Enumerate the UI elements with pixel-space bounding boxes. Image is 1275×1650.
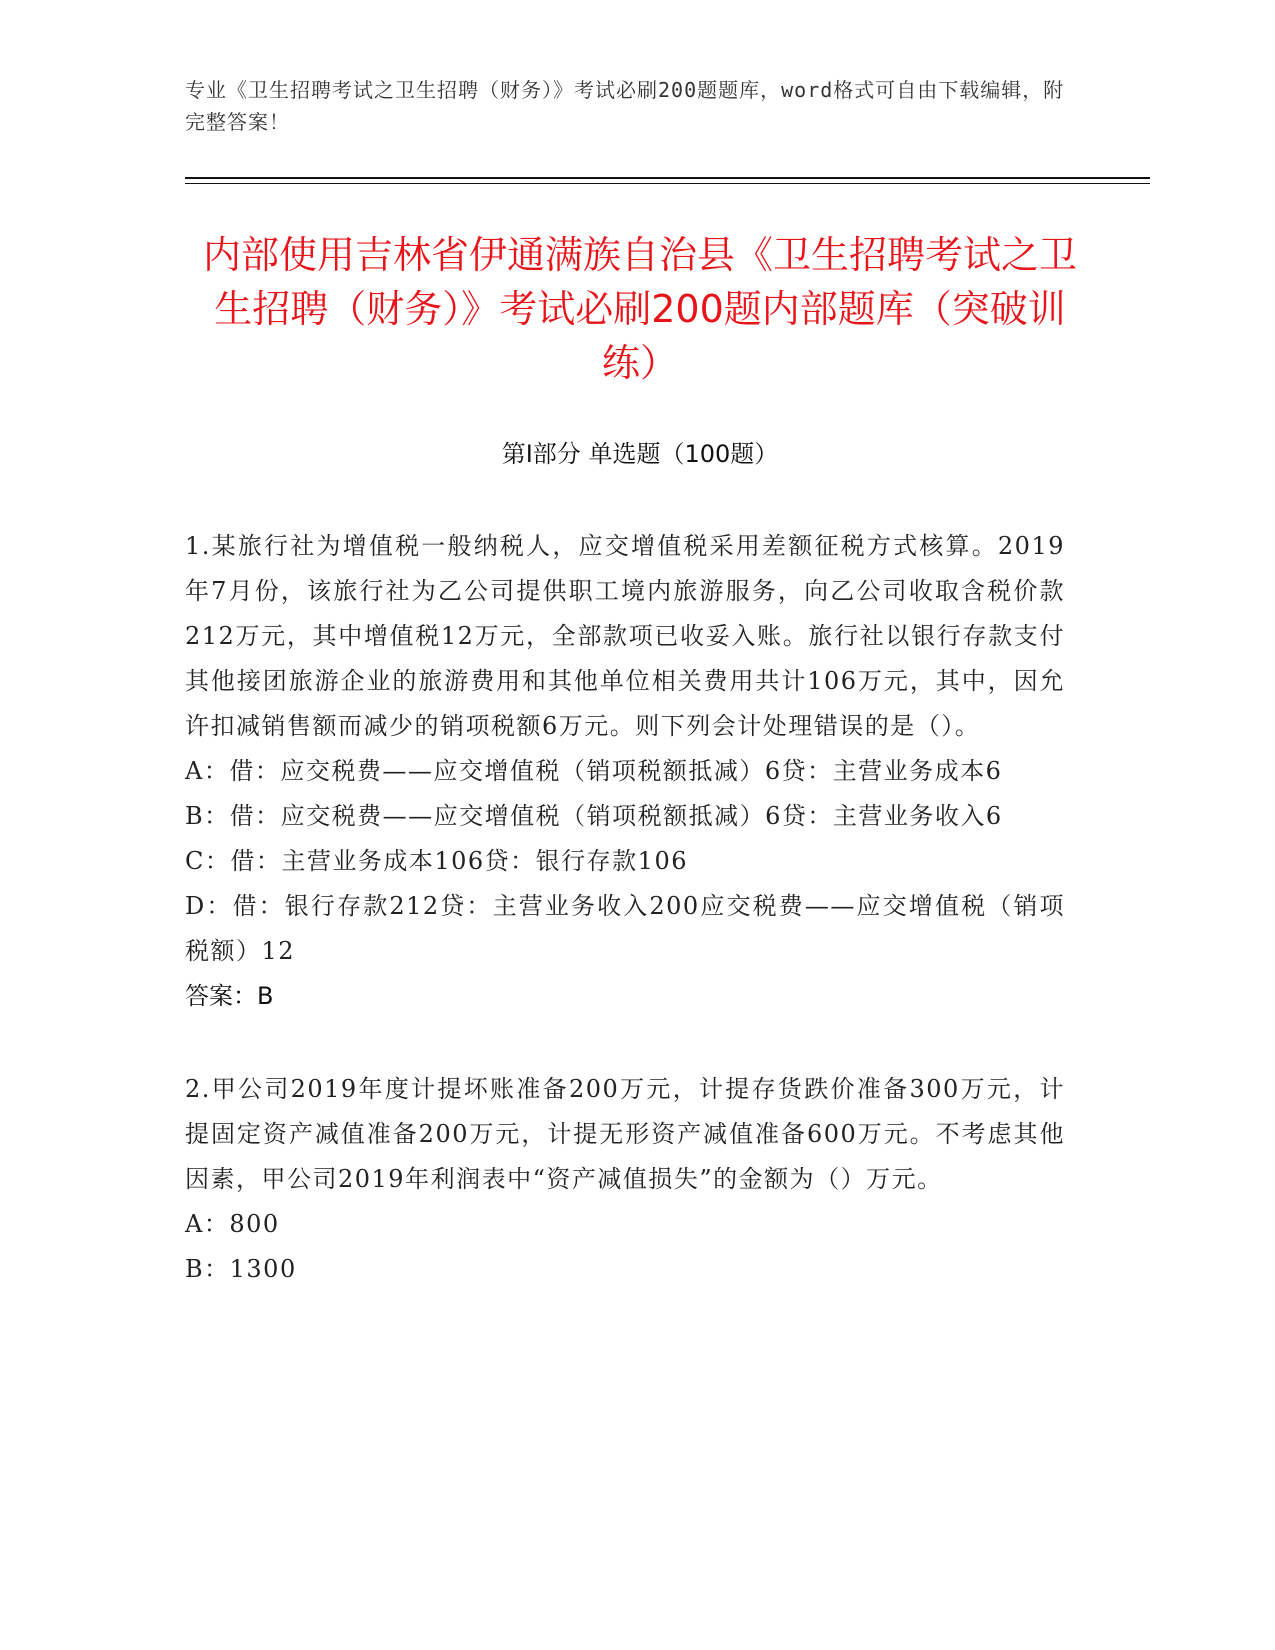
header-note: 专业《卫生招聘考试之卫生招聘（财务）》考试必刷200题题库，word格式可自由下载编辑，附完整答案！ [185,78,1065,134]
option-a: A：800 [185,1210,280,1238]
header-divider-thick [185,177,1150,179]
question-1 [185,524,1065,1019]
answer-line: 答案：B [185,982,274,1010]
option-b: B：借：应交税费——应交增值税（销项税额抵减）6贷：主营业务收入6 [185,802,1003,830]
option-c: C：借：主营业务成本106贷：银行存款106 [185,847,688,875]
question-text: 2.甲公司2019年度计提坏账准备200万元，计提存货跌价准备300万元，计提固定资产减值准备200万元，计提无形资产减值准备600万元。不考虑其他因素，甲公司2019年利润表中“资产减值损失”的金额为（）万元。 [185,1075,1065,1193]
question-2 [185,1067,1065,1292]
header-divider-thin [185,183,1150,184]
option-b: B：1300 [185,1255,297,1283]
question-list [185,524,1065,1340]
section-title: 第Ⅰ部分 单选题（100题） [501,440,779,468]
question-text: 1.某旅行社为增值税一般纳税人，应交增值税采用差额征税方式核算。2019年7月份，该旅行社为乙公司提供职工境内旅游服务，向乙公司收取含税价款212万元，其中增值税12万元，全部款项已收妥入账。旅行社以银行存款支付其他接团旅游企业的旅游费用和其他单位相关费用共计106万元，其中，因允许扣减销售额而减少的销项税额6万元。则下列会计处理错误的是（）。 [185,532,1065,740]
document-title: 内部使用吉林省伊通满族自治县《卫生招聘考试之卫生招聘（财务）》考试必刷200题内部题库（突破训练） [202,233,1077,385]
option-d: D：借：银行存款212贷：主营业务收入200应交税费——应交增值税（销项税额）12 [185,892,1065,965]
option-a: A：借：应交税费——应交增值税（销项税额抵减）6贷：主营业务成本6 [185,757,1003,785]
